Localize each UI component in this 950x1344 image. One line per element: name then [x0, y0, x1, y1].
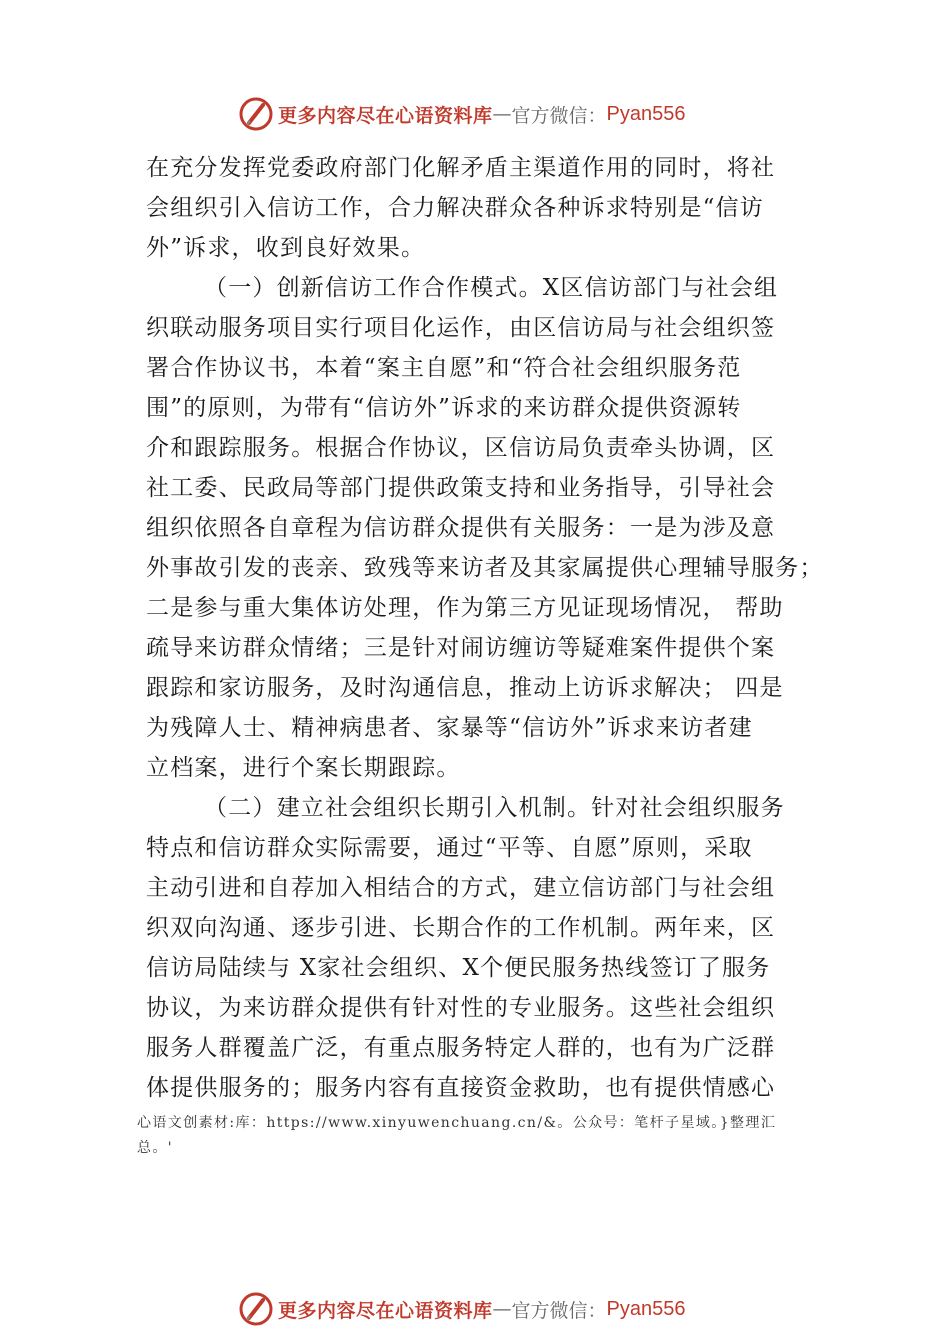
body-line: 外”诉求，收到良好效果。 — [146, 235, 426, 261]
body-line: 立档案，进行个案长期跟踪。 — [146, 755, 461, 781]
banner-wechat-id: Pyan556 — [606, 1297, 686, 1320]
body-line: 社工委、民政局等部门提供政策支持和业务指导，引导社会 — [146, 475, 776, 501]
body-line: 署合作协议书，本着“案主自愿”和“符合社会组织服务范 — [146, 355, 742, 381]
body-line: 介和跟踪服务。根据合作协议，区信访局负责牵头协调，区 — [146, 435, 776, 461]
body-line: 围”的原则，为带有“信访外”诉求的来访群众提供资源转 — [146, 395, 742, 421]
banner-dash: — — [492, 103, 512, 125]
footnote-line: 心语文创素材:库：https://www.xinyuwenchuang.cn/&。公众号：笔杆子星域。}整理汇 — [137, 1115, 777, 1131]
banner-dash: — — [492, 1298, 512, 1320]
body-line: 织联动服务项目实行项目化运作，由区信访局与社会组织签 — [146, 315, 776, 341]
banner-wechat-label: 官方微信： — [511, 104, 607, 127]
body-line: 信访局陆续与 X家社会组织、X个便民服务热线签订了服务 — [146, 955, 771, 981]
body-line: 协议，为来访群众提供有针对性的专业服务。这些社会组织 — [146, 995, 776, 1021]
section-heading-line: （二）建立社会组织长期引入机制。针对社会组织服务 — [204, 795, 785, 821]
banner-wechat-id: Pyan556 — [606, 102, 686, 125]
header-banner — [238, 94, 686, 134]
pen-seal-logo-icon — [238, 96, 274, 132]
body-line: 二是参与重大集体访处理，作为第三方见证现场情况， 帮助 — [146, 595, 784, 621]
body-line: 特点和信访群众实际需要，通过“平等、自愿”原则，采取 — [146, 835, 753, 861]
body-line: 在充分发挥党委政府部门化解矛盾主渠道作用的同时，将社 — [146, 155, 776, 181]
source-footnote — [137, 1111, 849, 1161]
body-line: 会组织引入信访工作，合力解决群众各种诉求特别是“信访 — [146, 195, 764, 221]
body-line: 服务人群覆盖广泛，有重点服务特定人群的，也有为广泛群 — [146, 1035, 776, 1061]
document-body — [146, 148, 826, 1108]
body-line: 外事故引发的丧亲、致残等来访者及其家属提供心理辅导服务； — [146, 555, 824, 581]
body-line: 组织依照各自章程为信访群众提供有关服务：一是为涉及意 — [146, 515, 776, 541]
footer-banner — [238, 1289, 686, 1329]
banner-wechat-label: 官方微信： — [511, 1299, 607, 1322]
footnote-line: 总。' — [137, 1140, 174, 1156]
body-line: 疏导来访群众情绪；三是针对闹访缠访等疑难案件提供个案 — [146, 635, 776, 661]
body-line: 主动引进和自荐加入相结合的方式，建立信访部门与社会组 — [146, 875, 776, 901]
body-line: 织双向沟通、逐步引进、长期合作的工作机制。两年来，区 — [146, 915, 776, 941]
pen-seal-logo-icon — [238, 1291, 274, 1327]
body-line: 为残障人士、精神病患者、家暴等“信访外”诉求来访者建 — [146, 715, 753, 741]
body-line: 跟踪和家访服务，及时沟通信息，推动上访诉求解决； 四是 — [146, 675, 784, 701]
banner-lead-text: 更多内容尽在心语资料库 — [278, 1299, 493, 1322]
section-heading-line: （一）创新信访工作合作模式。X区信访部门与社会组 — [204, 275, 779, 301]
banner-lead-text: 更多内容尽在心语资料库 — [278, 104, 493, 127]
body-line: 体提供服务的；服务内容有直接资金救助，也有提供情感心 — [146, 1075, 776, 1101]
